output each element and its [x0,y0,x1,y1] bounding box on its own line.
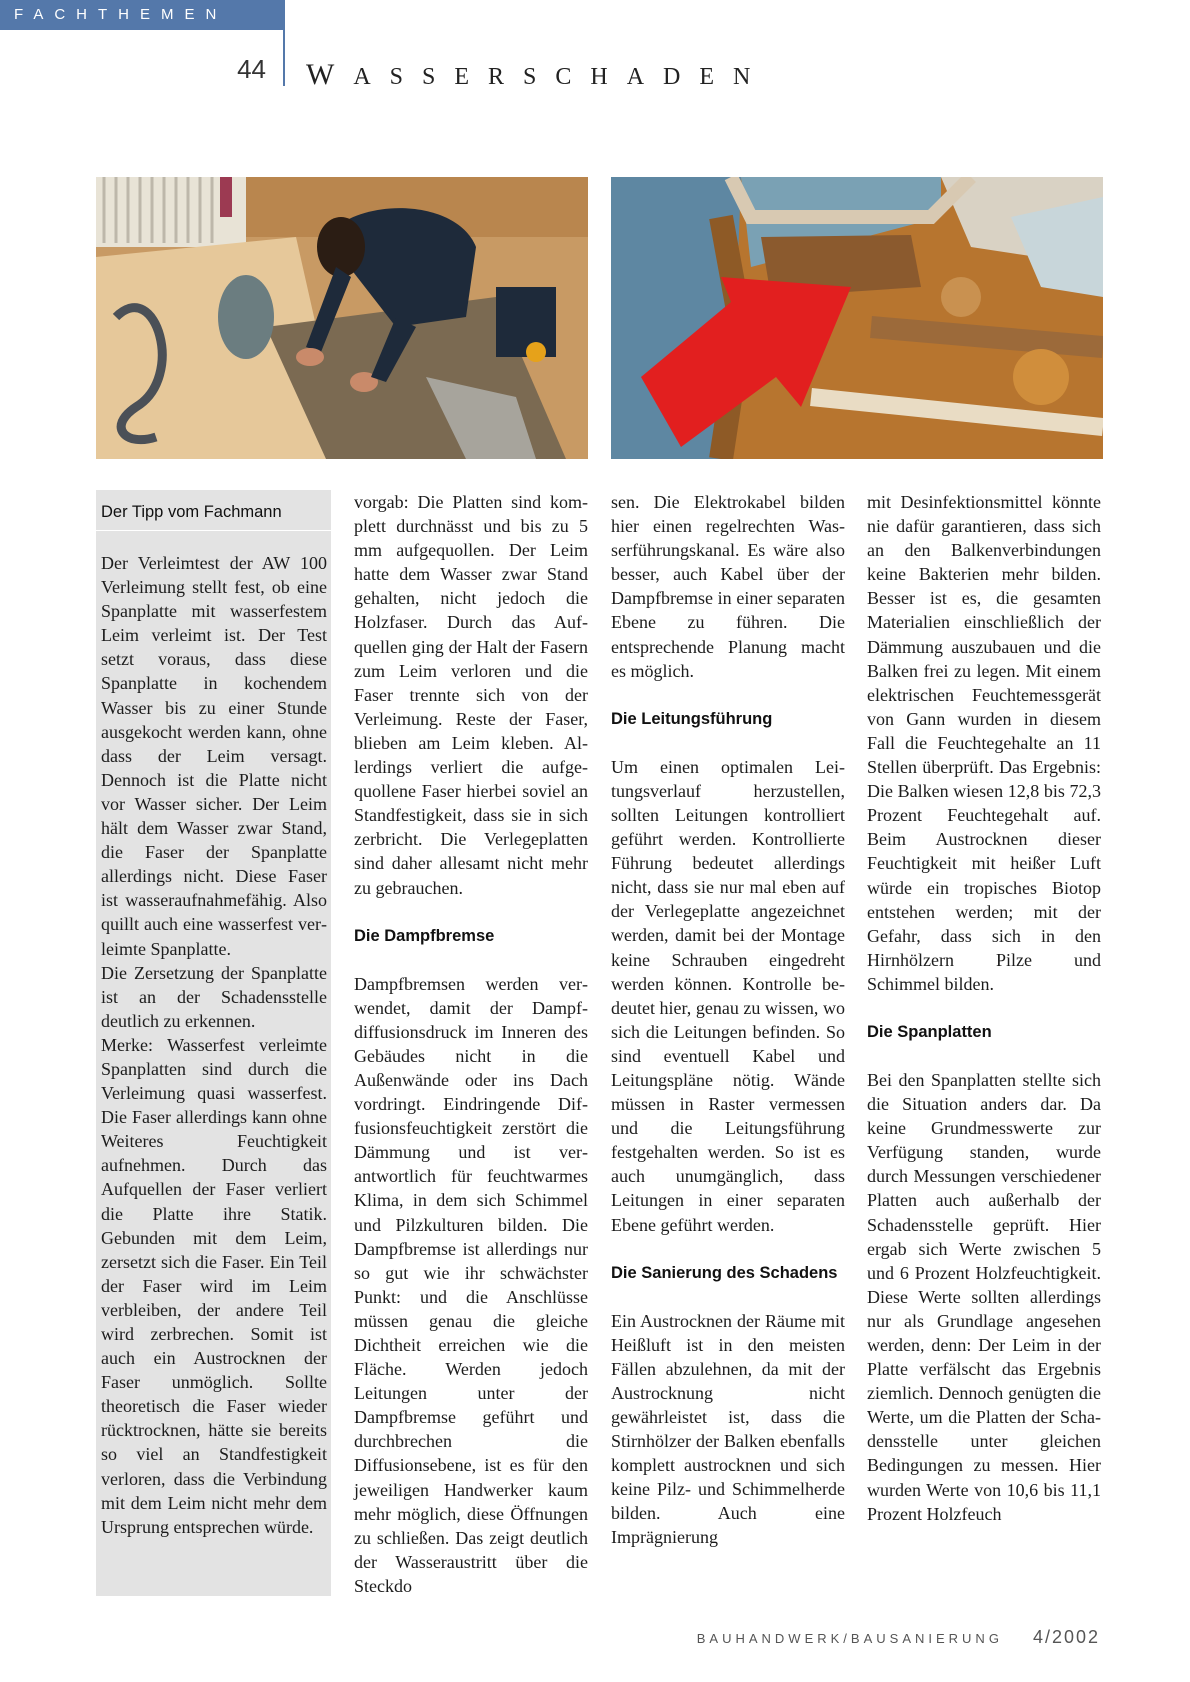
article-paragraph: Dampfbremsen werden verwendet, damit der Dampfdiffusionsdruck im Inneren des Gebäudes nicht in die Außenwände oder ins Dach vordringt. Eindringende Diffusionsfeuchtigkeit zerstört die Dämmung und ist verantwortlich für feuchtwarmes Klima, in dem sich Schimmel und Pilzkulturen bilden. Die Dampfbremse ist allerdings nur so gut wie ihr schwächster Punkt: und die Anschlüsse müssen genau die gleiche Dichtheit erreichen wie die Fläche. Werden jedoch Leitungen unter der Dampfbremse geführt und durchbrechen die Diffusionsebene, ist es für den jeweiligen Handwerker kaum mehr möglich, diese Öffnungen zu schließen. Das zeigt deutlich der Wasseraustritt über die Steckdo [354,973,588,1596]
subheading-leitungsfuehrung: Die Leitungsführung [611,709,773,728]
article-paragraph: mit Desinfektionsmittel könnte nie dafür garantieren, dass sich an den Balkenverbindungen keine Bakterien mehr bilden. Besser ist es, die gesamten Materialien einschließlich der Dämmung auszubauen und die Balken frei zu legen. Mit einem elektrischen Feuchtemessgerät von Gann wurden in diesem Fall die Feuchtegehalte an 11 Stellen überprüft. Das Ergebnis: Die Balken wiesen 12,8 bis 72,3 Prozent Feuchtegehalt auf. Beim Austrocknen dieser Feuchtigkeit mit heißer Luft würde ein tropisches Biotop entstehen werden; mit der Gefahr, dass sich in den Hirnhölzern Pilze und Schimmel bilden. [867,492,1101,994]
subheading-spanplatten: Die Spanplatten [867,1022,992,1041]
page-footer [620,1627,1100,1648]
article-paragraph: Um einen optimalen Leitungsverlauf herzustellen, sollten Leitungen kontrolliert geführt werden. Kontrollierte Führung bedeutet allerdings nicht, dass sie nur mal eben auf der Verlegeplatte angezeichnet werden, damit bei der Montage keine Schrauben eingedreht werden können. Kontrolle bedeutet hier, genau zu wissen, wo sich die Leitungen befinden. So sind eventuell Kabel und Leitungspläne nötig. Wände müssen in Raster vermessen und die Leitungsführung festgehalten werden. So ist es auch unumgänglich, dass Leitungen in einer separaten Ebene geführt werden. [611,756,845,1235]
article-paragraph: vorgab: Die Platten sind komplett durchnässt und bis zu 5 mm aufgequollen. Der Leim hatte dem Wasser zwar Stand gehalten, nicht jedoch die Holzfaser. Durch das Aufquellen ging der Halt der Fasern zum Leim verloren und die Faser trennte sich von der Verleimung. Reste der Faser, blieben am Leim kleben. Allerdings verliert die aufgequollene Faser hierbei soviel an Standfestigkeit, dass sie in sich zerbricht. Die Verlegeplatten sind daher allesamt nicht mehr zu gebrauchen. [354,492,588,898]
running-title-rest: ASSERSCHADEN [353,64,770,90]
tip-text [101,551,327,1539]
tip-paragraph: Merke: Wasserfest verleimte Spanplatten sind durch die Verleimung quasi wasserfest. Die Faser allerdings kann ohne Weiteres Feuchtigkeit aufnehmen. Durch das Aufquellen der Faser verliert die Platte ihre Statik. Gebunden mit dem Leim, zersetzt sich die Faser. Ein Teil der Faser wird im Leim verbleiben, der andere Teil wird zerbrechen. Somit ist auch ein Austrocknen der Faser unmöglich. Sollte theoretisch die Faser wieder rücktrocknen, hätte sie bereits so viel an Standfestigkeit verloren, dass die Verbindung mit dem Leim nicht mehr dem Ursprung entsprechen würde. [101,1034,327,1537]
section-label: FACHTHEMEN [0,0,284,30]
article-paragraph: Bei den Spanplatten stellte sich die Situation anders dar. Da keine Grundmesswerte zur Verfügung standen, wurde durch Messungen verschiedener Platten auch außerhalb der Schadensstelle geprüft. Hier ergab sich Werte zwischen 5 und 6 Prozent Holzfeuchtigkeit. Diese Werte sollten allerdings nur als Grundlage angesehen werden, denn: Der Leim in der Platte verfälscht das Ergebnis ziemlich. Dennoch genügten die Werte, um die Platten der Schadensstelle unter gleichen Bedingungen zu messen. Hier wurden Werte von 10,6 bis 11,1 Prozent Holzfeuch [867,1069,1101,1524]
page-number: 44 [237,54,266,84]
article-paragraph: sen. Die Elektrokabel bilden hier einen regelrechten Wasserführungskanal. Es wäre also besser, auch Kabel über der Dampfbremse in einer separaten Ebene zu führen. Die entsprechende Planung macht es möglich. [611,492,845,681]
magazine-name: BAUHANDWERK/BAUSANIERUNG [696,1631,1003,1646]
article-paragraph: Ein Austrocknen der Räume mit Heißluft ist in den meisten Fällen abzulehnen, da mit der Austrocknung nicht gewährleistet ist, dass die Stirnhölzer der Balken ebenfalls komplett austrocknen und sich keine Pilz- und Schimmelherde bilden. Auch eine Imprägnierung [611,1310,845,1548]
article-column-2 [611,490,845,1550]
running-title [306,58,769,92]
tip-paragraph: Der Verleimtest der AW 100 Verleimung stellt fest, ob eine Spanplatte mit wasserfestem Leim verleimt ist. Der Test setzt voraus, dass diese Spanplatte in kochendem Wasser bis zu einer Stunde ausgekocht werden kann, ohne dass der Leim versagt. Dennoch ist die Platte nicht vor Wasser sicher. Der Leim hält dem Wasser zwar Stand, die Faser der Spanplatte allerdings nicht. Diese Faser ist wasseraufnahmefähig. Also quillt auch eine wasserfest verleimte Spanplatte. [101,553,327,959]
subheading-sanierung: Die Sanierung des Schadens [611,1263,838,1282]
running-title-initial: W [306,58,354,91]
tip-title: Der Tipp vom Fachmann [101,503,282,521]
tip-paragraph: Die Zersetzung der Spanplatte ist an der Schadensstelle deutlich zu erkennen. [101,962,327,1031]
issue-number: 4/2002 [1032,1627,1100,1647]
photo-red-arrow-beam [611,177,1103,459]
article-column-3 [867,490,1101,1526]
photo-worker-kneeling [96,177,588,459]
header-divider [283,0,285,86]
tip-divider [96,530,331,531]
subheading-dampfbremse: Die Dampfbremse [354,926,495,945]
article-column-1 [354,490,588,1598]
